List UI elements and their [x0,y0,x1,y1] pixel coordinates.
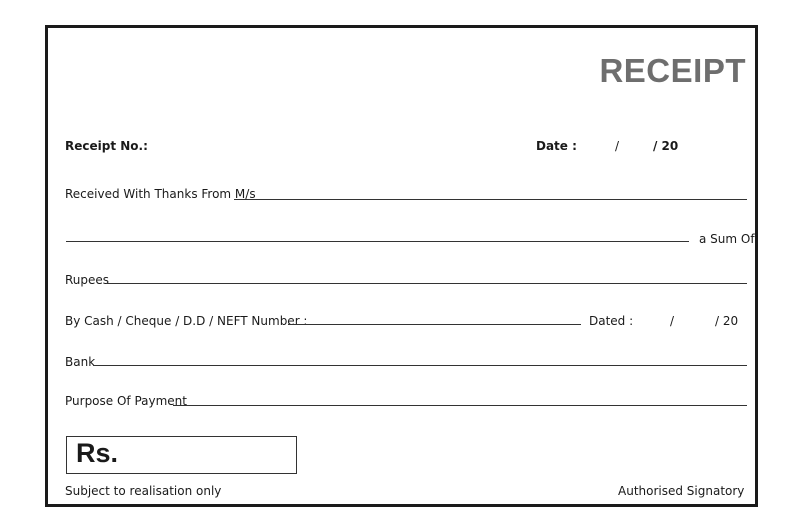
received-from-field[interactable] [234,199,747,200]
amount-label: Rs. [76,438,119,468]
purpose-field[interactable] [173,405,747,406]
received-from-label: Received With Thanks From M/s [65,187,256,201]
receipt-no-label: Receipt No.: [65,139,148,153]
receipt-form [45,25,758,507]
sum-of-label: a Sum Of [699,232,755,246]
date-label: Date : [536,139,577,153]
dated-year-prefix: / 20 [715,314,739,328]
payment-number-field[interactable] [288,324,581,325]
payment-method-label: By Cash / Cheque / D.D / NEFT Number : [65,314,308,328]
amount-box[interactable] [66,436,297,474]
purpose-label: Purpose Of Payment [65,394,187,408]
receipt-title: RECEIPT [599,52,746,89]
payer-continuation-field[interactable] [66,241,689,242]
date-separator-1: / [615,139,620,153]
dated-separator-1: / [670,314,675,328]
date-year-prefix: / 20 [653,139,679,153]
footer-note: Subject to realisation only [65,484,222,498]
rupees-field[interactable] [106,283,747,284]
bank-label: Bank [65,355,96,369]
rupees-label: Rupees [65,273,110,287]
bank-field[interactable] [93,365,747,366]
dated-label: Dated : [589,314,634,328]
signatory-label: Authorised Signatory [618,484,745,498]
